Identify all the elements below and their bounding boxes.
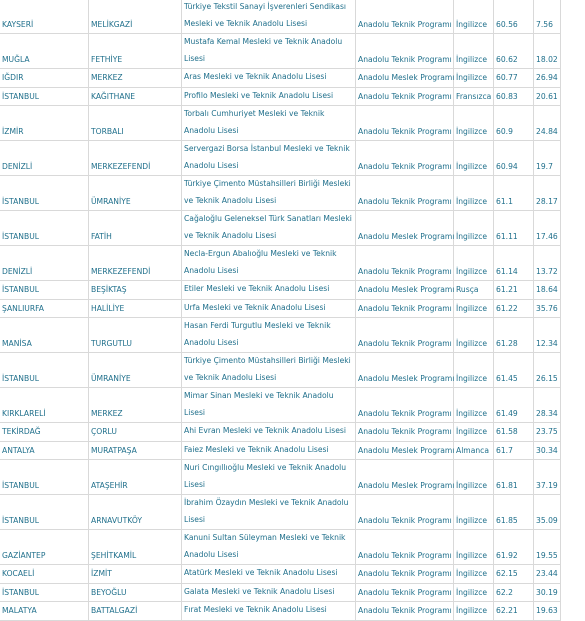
province-cell: İSTANBUL — [0, 281, 89, 300]
school-name-line: Urfa Mesleki ve Teknik Anadolu Lisesi — [184, 302, 326, 312]
percentile-cell: 23.44 — [534, 565, 561, 584]
score-cell: 60.83 — [494, 87, 534, 106]
percentile-cell: 26.15 — [534, 353, 561, 388]
language-cell: Fransızca — [454, 87, 494, 106]
district-cell: ÇORLU — [89, 423, 182, 442]
program-cell: Anadolu Teknik Programı — [356, 176, 454, 211]
table-row — [0, 141, 561, 176]
program-cell: Anadolu Teknik Programı — [356, 0, 454, 34]
percentile-cell: 17.46 — [534, 211, 561, 246]
score-cell: 61.22 — [494, 299, 534, 318]
table-row — [0, 34, 561, 69]
program-cell: Anadolu Meslek Programı — [356, 460, 454, 495]
score-cell: 61.81 — [494, 460, 534, 495]
province-cell: ŞANLIURFA — [0, 299, 89, 318]
province-cell: İSTANBUL — [0, 87, 89, 106]
province-cell: İSTANBUL — [0, 460, 89, 495]
school-name-line: Necla-Ergun Abalıoğlu Mesleki ve Teknik — [184, 249, 337, 258]
table-row — [0, 583, 561, 602]
district-cell: FETHİYE — [89, 34, 182, 69]
school-name-cell — [182, 353, 356, 388]
province-cell: DENİZLİ — [0, 246, 89, 281]
province-cell: ANTALYA — [0, 441, 89, 460]
language-cell: İngilizce — [454, 69, 494, 88]
school-name-cell — [182, 441, 356, 460]
program-cell: Anadolu Meslek Programı — [356, 353, 454, 388]
program-cell: Anadolu Teknik Programı — [356, 34, 454, 69]
table-row — [0, 299, 561, 318]
table-row — [0, 318, 561, 353]
school-name-line: Anadolu Lisesi — [184, 160, 239, 170]
language-cell: İngilizce — [454, 211, 494, 246]
school-name-line: Profilo Mesleki ve Teknik Anadolu Lisesi — [184, 90, 334, 100]
district-cell: ŞEHİTKAMİL — [89, 530, 182, 565]
school-name-line: Lisesi — [184, 53, 206, 63]
school-name-line: Lisesi — [184, 407, 206, 417]
percentile-cell: 28.17 — [534, 176, 561, 211]
school-name-line: İbrahim Özaydın Mesleki ve Teknik Anadolu — [184, 498, 349, 507]
language-cell: İngilizce — [454, 495, 494, 530]
school-name-cell — [182, 318, 356, 353]
school-name-line: Mesleki ve Teknik Anadolu Lisesi — [184, 18, 308, 28]
table-row — [0, 211, 561, 246]
school-name-cell — [182, 388, 356, 423]
score-cell: 61.58 — [494, 423, 534, 442]
language-cell: İngilizce — [454, 530, 494, 565]
province-cell: GAZİANTEP — [0, 530, 89, 565]
language-cell: Rusça — [454, 281, 494, 300]
table-row — [0, 176, 561, 211]
school-name-line: Anadolu Lisesi — [184, 549, 239, 559]
school-name-line: Atatürk Mesleki ve Teknik Anadolu Lisesi — [184, 568, 338, 577]
language-cell: İngilizce — [454, 34, 494, 69]
language-cell: İngilizce — [454, 388, 494, 423]
program-cell: Anadolu Teknik Programı — [356, 583, 454, 602]
table-row — [0, 602, 561, 621]
district-cell: MERKEZ — [89, 69, 182, 88]
percentile-cell: 12.34 — [534, 318, 561, 353]
school-name-cell — [182, 565, 356, 584]
school-name-cell — [182, 530, 356, 565]
program-cell: Anadolu Teknik Programı — [356, 602, 454, 621]
district-cell: BEŞİKTAŞ — [89, 281, 182, 300]
province-cell: DENİZLİ — [0, 141, 89, 176]
province-cell: İSTANBUL — [0, 495, 89, 530]
province-cell: MALATYA — [0, 602, 89, 621]
district-cell: MERKEZEFENDİ — [89, 141, 182, 176]
school-name-cell — [182, 106, 356, 141]
program-cell: Anadolu Teknik Programı — [356, 423, 454, 442]
province-cell: İZMİR — [0, 106, 89, 141]
percentile-cell: 35.76 — [534, 299, 561, 318]
school-name-line: Anadolu Lisesi — [184, 265, 239, 275]
percentile-cell: 19.55 — [534, 530, 561, 565]
school-name-line: Etiler Mesleki ve Teknik Anadolu Lisesi — [184, 284, 330, 293]
school-name-cell — [182, 141, 356, 176]
program-cell: Anadolu Teknik Programı — [356, 299, 454, 318]
language-cell: İngilizce — [454, 246, 494, 281]
province-cell: MUĞLA — [0, 34, 89, 69]
district-cell: MURATPAŞA — [89, 441, 182, 460]
district-cell: MERKEZ — [89, 388, 182, 423]
province-cell: İSTANBUL — [0, 211, 89, 246]
school-name-line: Lisesi — [184, 479, 206, 489]
table-row — [0, 87, 561, 106]
program-cell: Anadolu Teknik Programı — [356, 565, 454, 584]
district-cell: ÜMRANİYE — [89, 353, 182, 388]
school-name-line: ve Teknik Anadolu Lisesi — [184, 195, 277, 205]
language-cell: İngilizce — [454, 602, 494, 621]
score-cell: 61.14 — [494, 246, 534, 281]
table-row — [0, 69, 561, 88]
school-name-cell — [182, 69, 356, 88]
percentile-cell: 30.19 — [534, 583, 561, 602]
table-row — [0, 460, 561, 495]
program-cell: Anadolu Meslek Programı — [356, 281, 454, 300]
score-cell: 60.77 — [494, 69, 534, 88]
score-cell: 61.92 — [494, 530, 534, 565]
language-cell: İngilizce — [454, 176, 494, 211]
school-name-line: Hasan Ferdi Turgutlu Mesleki ve Teknik — [184, 321, 331, 330]
school-name-line: Anadolu Lisesi — [184, 337, 239, 347]
district-cell: TURGUTLU — [89, 318, 182, 353]
school-name-line: Mimar Sinan Mesleki ve Teknik Anadolu — [184, 391, 334, 400]
score-cell: 60.62 — [494, 34, 534, 69]
school-name-line: Kanuni Sultan Süleyman Mesleki ve Teknik — [184, 533, 346, 542]
percentile-cell: 19.63 — [534, 602, 561, 621]
language-cell: İngilizce — [454, 318, 494, 353]
program-cell: Anadolu Teknik Programı — [356, 495, 454, 530]
school-name-cell — [182, 0, 356, 34]
table-row — [0, 441, 561, 460]
program-cell: Anadolu Meslek Programı — [356, 441, 454, 460]
score-cell: 61.45 — [494, 353, 534, 388]
province-cell: TEKİRDAĞ — [0, 423, 89, 442]
program-cell: Anadolu Teknik Programı — [356, 106, 454, 141]
percentile-cell: 7.56 — [534, 0, 561, 34]
school-name-line: Ahi Evran Mesleki ve Teknik Anadolu Lisesi — [184, 426, 346, 435]
province-cell: İSTANBUL — [0, 583, 89, 602]
school-name-cell — [182, 246, 356, 281]
score-cell: 61.49 — [494, 388, 534, 423]
district-cell: İZMİT — [89, 565, 182, 584]
percentile-cell: 24.84 — [534, 106, 561, 141]
school-name-cell — [182, 34, 356, 69]
province-cell: İSTANBUL — [0, 176, 89, 211]
table-row — [0, 495, 561, 530]
percentile-cell: 13.72 — [534, 246, 561, 281]
province-cell: MANİSA — [0, 318, 89, 353]
percentile-cell: 35.09 — [534, 495, 561, 530]
percentile-cell: 19.7 — [534, 141, 561, 176]
language-cell: İngilizce — [454, 106, 494, 141]
school-name-line: ve Teknik Anadolu Lisesi — [184, 230, 277, 240]
school-name-line: Torbalı Cumhuriyet Mesleki ve Teknik — [184, 109, 325, 118]
district-cell: MERKEZEFENDİ — [89, 246, 182, 281]
percentile-cell: 26.94 — [534, 69, 561, 88]
school-name-line: Türkiye Çimento Müstahsilleri Birliği Mesleki — [184, 179, 351, 188]
score-cell: 61.1 — [494, 176, 534, 211]
table-row — [0, 353, 561, 388]
program-cell: Anadolu Teknik Programı — [356, 246, 454, 281]
school-name-line: Galata Mesleki ve Teknik Anadolu Lisesi — [184, 586, 335, 596]
score-cell: 61.21 — [494, 281, 534, 300]
language-cell: İngilizce — [454, 565, 494, 584]
program-cell: Anadolu Teknik Programı — [356, 87, 454, 106]
school-name-line: Mustafa Kemal Mesleki ve Teknik Anadolu — [184, 37, 343, 46]
score-cell: 60.56 — [494, 0, 534, 34]
province-cell: KAYSERİ — [0, 0, 89, 34]
province-cell: IĞDIR — [0, 69, 89, 88]
language-cell: İngilizce — [454, 583, 494, 602]
table-row — [0, 281, 561, 300]
school-name-line: ve Teknik Anadolu Lisesi — [184, 372, 277, 382]
percentile-cell: 18.64 — [534, 281, 561, 300]
district-cell: ÜMRANİYE — [89, 176, 182, 211]
language-cell: İngilizce — [454, 460, 494, 495]
school-name-line: Anadolu Lisesi — [184, 125, 239, 135]
table-row — [0, 423, 561, 442]
school-name-cell — [182, 495, 356, 530]
score-cell: 61.11 — [494, 211, 534, 246]
program-cell: Anadolu Meslek Programı — [356, 69, 454, 88]
percentile-cell: 20.61 — [534, 87, 561, 106]
school-name-cell — [182, 87, 356, 106]
language-cell: İngilizce — [454, 0, 494, 34]
district-cell: BEYOĞLU — [89, 583, 182, 602]
table-row — [0, 106, 561, 141]
percentile-cell: 28.34 — [534, 388, 561, 423]
school-name-line: Nuri Cıngıllıoğlu Mesleki ve Teknik Anadolu — [184, 463, 347, 472]
program-cell: Anadolu Meslek Programı — [356, 211, 454, 246]
language-cell: İngilizce — [454, 423, 494, 442]
school-name-cell — [182, 211, 356, 246]
district-cell: MELİKGAZİ — [89, 0, 182, 34]
language-cell: İngilizce — [454, 353, 494, 388]
school-name-line: Aras Mesleki ve Teknik Anadolu Lisesi — [184, 72, 327, 81]
program-cell: Anadolu Teknik Programı — [356, 530, 454, 565]
school-name-line: Cağaloğlu Geleneksel Türk Sanatları Mesleki — [184, 214, 352, 223]
school-name-line: Fırat Mesleki ve Teknik Anadolu Lisesi — [184, 605, 327, 614]
table-row — [0, 0, 561, 34]
school-name-line: Türkiye Tekstil Sanayi İşverenleri Sendikası — [184, 2, 347, 11]
district-cell: BATTALGAZİ — [89, 602, 182, 621]
program-cell: Anadolu Teknik Programı — [356, 388, 454, 423]
program-cell: Anadolu Teknik Programı — [356, 141, 454, 176]
table-row — [0, 565, 561, 584]
school-name-cell — [182, 602, 356, 621]
province-cell: KIRKLARELİ — [0, 388, 89, 423]
language-cell: Almanca — [454, 441, 494, 460]
score-cell: 62.21 — [494, 602, 534, 621]
score-cell: 60.94 — [494, 141, 534, 176]
score-cell: 60.9 — [494, 106, 534, 141]
school-name-cell — [182, 281, 356, 300]
score-cell: 61.7 — [494, 441, 534, 460]
score-cell: 61.28 — [494, 318, 534, 353]
percentile-cell: 23.75 — [534, 423, 561, 442]
district-cell: KAĞITHANE — [89, 87, 182, 106]
province-cell: İSTANBUL — [0, 353, 89, 388]
school-name-line: Faiez Mesleki ve Teknik Anadolu Lisesi — [184, 444, 329, 454]
language-cell: İngilizce — [454, 299, 494, 318]
district-cell: ATAŞEHİR — [89, 460, 182, 495]
school-name-line: Lisesi — [184, 514, 206, 524]
school-name-line: Servergazi Borsa İstanbul Mesleki ve Teknik — [184, 144, 350, 153]
percentile-cell: 18.02 — [534, 34, 561, 69]
district-cell: FATİH — [89, 211, 182, 246]
table-row — [0, 388, 561, 423]
school-name-cell — [182, 460, 356, 495]
school-name-cell — [182, 176, 356, 211]
school-name-cell — [182, 423, 356, 442]
score-cell: 62.2 — [494, 583, 534, 602]
score-cell: 62.15 — [494, 565, 534, 584]
school-name-cell — [182, 583, 356, 602]
province-cell: KOCAELİ — [0, 565, 89, 584]
district-cell: TORBALI — [89, 106, 182, 141]
district-cell: HALİLİYE — [89, 299, 182, 318]
percentile-cell: 30.34 — [534, 441, 561, 460]
program-cell: Anadolu Teknik Programı — [356, 318, 454, 353]
school-name-line: Türkiye Çimento Müstahsilleri Birliği Mesleki — [184, 356, 351, 365]
language-cell: İngilizce — [454, 141, 494, 176]
score-cell: 61.85 — [494, 495, 534, 530]
district-cell: ARNAVUTKÖY — [89, 495, 182, 530]
table-row — [0, 246, 561, 281]
school-name-cell — [182, 299, 356, 318]
percentile-cell: 37.19 — [534, 460, 561, 495]
table-row — [0, 530, 561, 565]
